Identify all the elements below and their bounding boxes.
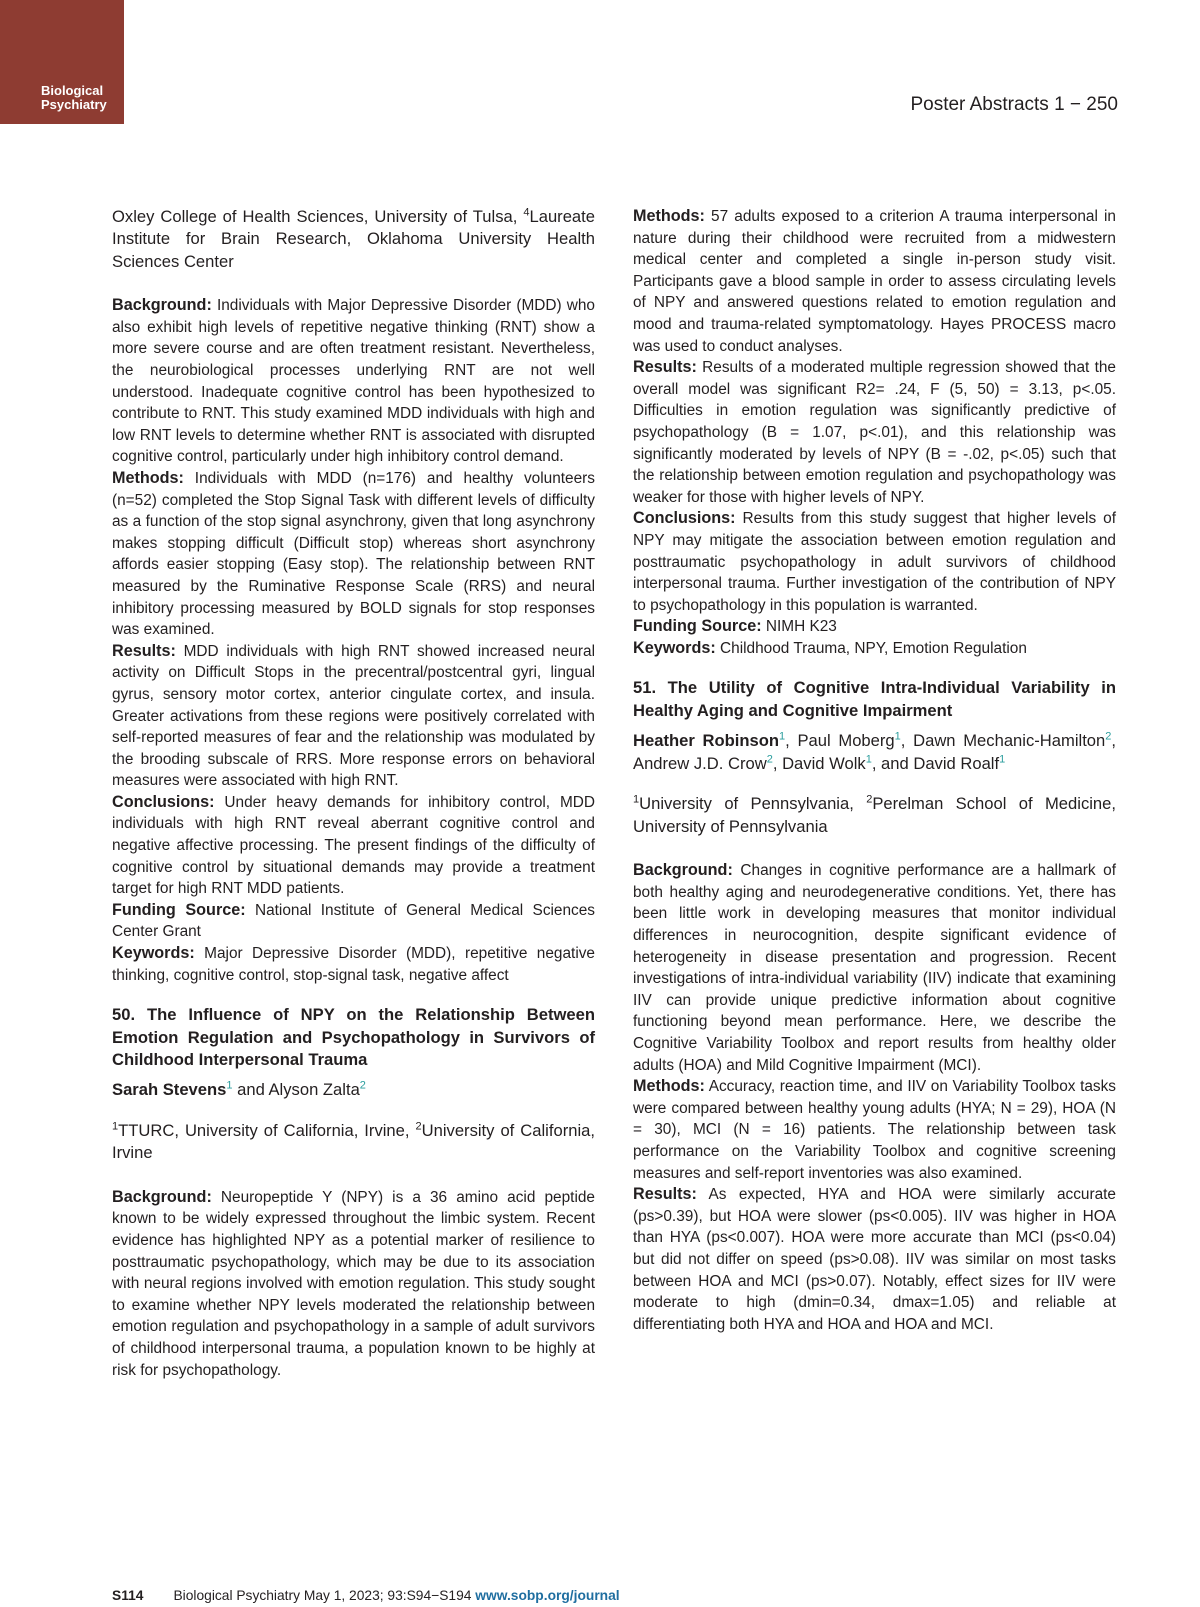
results-section: Results: MDD individuals with high RNT showed increased neural activity on Difficult Stops in the precentral/postcentral gyri, lingual gyrus, sensory motor cortex, anterior cingulate cortex, and insula. Greater activations from these regions were positively correlated with self-reported measures of fear and the relationship was modulated by the brooding subscale of RRS. More response errors on behavioral measures were associated with high RNT. — [112, 641, 595, 790]
methods-section: Methods: Individuals with MDD (n=176) and healthy volunteers (n=52) completed the Stop Signal Task with different levels of difficulty as a function of the stop signal asynchrony, given that long asynchrony makes stopping difficult (Difficult stop) whereas short asynchrony affords easier stopping (Easy stop). The relationship between RNT measured by the Ruminative Response Scale (RRS) and neural inhibitory processing measured by BOLD signals for stop responses was examined. — [112, 468, 595, 639]
background-section: Background: Individuals with Major Depressive Disorder (MDD) who also exhibit high levels of repetitive negative thinking (RNT) show a more severe course and are often treatment resistant. Nevertheless, the neurobiological processes underlying RNT are not well understood. Inadequate cognitive control has been hypothesized to contribute to RNT. This study examined MDD individuals with high and low RNT levels to determine whether RNT is associated with disrupted cognitive control, particularly under high inhibitory control demand. — [112, 296, 595, 466]
journal-url-link[interactable]: www.sobp.org/journal — [475, 1588, 620, 1603]
running-head: Poster Abstracts 1 − 250 — [910, 94, 1118, 115]
left-column — [112, 206, 595, 1381]
abstract-51-methods: Methods: Accuracy, reaction time, and IIV on Variability Toolbox tasks were compared between healthy young adults (HYA; N = 29), HOA (N = 30), MCI (N = 16) patients. The relationship between task performance on the Variability Toolbox and cognitive screening measures and self-report inventories was also examined. — [633, 1077, 1116, 1182]
journal-logo — [0, 0, 124, 124]
journal-logo-text: Biological Psychiatry — [41, 83, 107, 112]
right-column — [633, 206, 1116, 1335]
page-number: S114 — [112, 1588, 144, 1603]
abstract-50-methods: Methods: 57 adults exposed to a criterion A trauma interpersonal in nature during their childhood were recruited from a midwestern medical center and completed a single in-person study visit. Participants gave a blood sample in order to assess circulating levels of NPY and answered questions related to emotion regulation and mood and trauma-related symptomatology. Hayes PROCESS macro was used to conduct analyses. — [633, 207, 1116, 355]
abstract-50-affiliations: $^1$TTURC, University of California, Irvine, $^2$University of California, Irvine — [112, 1120, 595, 1163]
keywords-section: Keywords: Major Depressive Disorder (MDD), repetitive negative thinking, cognitive control, stop-signal task, negative affect — [112, 944, 595, 984]
abstract-50-funding: Funding Source: NIMH K23 — [633, 617, 837, 636]
citation: Biological Psychiatry May 1, 2023; 93:S94−S194 — [173, 1588, 476, 1603]
conclusions-section: Conclusions: Under heavy demands for inhibitory control, MDD individuals with high RNT reveal aberrant cognitive control and negative affective processing. The present findings of the difficulty of cognitive control by situational demands may provide a treatment target for high RNT MDD patients. — [112, 792, 595, 898]
funding-section: Funding Source: National Institute of General Medical Sciences Center Grant — [112, 900, 596, 941]
abstract-51-affiliations: $^1$University of Pennsylvania, $^2$Perelman School of Medicine, University of Pennsylvania — [633, 793, 1116, 836]
abstract-51-title: 51. The Utility of Cognitive Intra-Individual Variability in Healthy Aging and Cognitive Impairment — [633, 678, 1116, 720]
abstract-51-authors: Heather Robinson$^1$, Paul Moberg$^1$, Dawn Mechanic-Hamilton$^2$, Andrew J.D. Crow$^2$, David Wolk$^1$, and David Roalf$^1$ — [633, 730, 1117, 773]
abstract-51-background: Background: Changes in cognitive performance are a hallmark of both healthy aging and neurodegenerative conditions. Yet, there has been little work in developing measures that monitor individual differences in neurocognition, despite significant evidence of heterogeneity in disease presentation and progression. Recent investigations of intra-individual variability (IIV) indicate that examining IIV can provide unique predictive information about cognitive functioning beyond mean performance. Here, we describe the Cognitive Variability Toolbox and report results from healthy older adults (HOA) and Mild Cognitive Impairment (MCI). — [633, 861, 1116, 1074]
abstract-50-keywords: Keywords: Childhood Trauma, NPY, Emotion Regulation — [633, 638, 1027, 657]
abstract-50-conclusions: Conclusions: Results from this study suggest that higher levels of NPY may mitigate the association between emotion regulation and posttraumatic psychopathology in adult survivors of childhood interpersonal trauma. Further investigation of the contribution of NPY to psychopathology in this population is warranted. — [633, 509, 1116, 614]
abstract-50-background: Background: Neuropeptide Y (NPY) is a 36 amino acid peptide known to be widely expressed throughout the limbic system. Recent evidence has highlighted NPY as a potential marker of resilience to posttraumatic psychopathology, which may be due to its association with neural regions involved with emotion regulation. This study sought to examine whether NPY levels moderated the relationship between emotion regulation and psychopathology in a sample of adult survivors of childhood interpersonal trauma, a population known to be highly at risk for psychopathology. — [112, 1187, 595, 1379]
abstract-50-title: 50. The Influence of NPY on the Relationship Between Emotion Regulation and Psychopathology in Survivors of Childhood Interpersonal Trauma — [112, 1005, 595, 1070]
abstract-50-authors: Sarah Stevens$^1$ and Alyson Zalta$^2$ — [112, 1079, 366, 1100]
abstract-51-results: Results: As expected, HYA and HOA were similarly accurate (ps>0.39), but HOA were slower (ps<0.005). IIV was higher in HOA than HYA (ps<0.007). HOA were more accurate than MCI (ps<0.04) but did not differ on speed (ps>0.08). IIV was similar on most tasks between HOA and MCI (ps>0.07). Notably, effect sizes for IIV were moderate to high (dmin=0.34, dmax=1.05) and reliable at differentiating both HYA and HOA and HOA and MCI. — [633, 1185, 1116, 1333]
page-footer — [112, 1588, 620, 1603]
abstract-50-results: Results: Results of a moderated multiple regression showed that the overall model was significant R2= .24, F (5, 50) = 3.13, p<.05. Difficulties in emotion regulation was significantly predictive of psychopathology (B = 1.07, p<.01), and this relationship was significantly moderated by levels of NPY (B = -.02, p<.05) such that the relationship between emotion regulation and psychopathology was weaker for those with higher levels of NPY. — [633, 358, 1116, 506]
affiliation-continued: Oxley College of Health Sciences, University of Tulsa, $^4$Laureate Institute for Brain Research, Oklahoma University Health Sciences Center — [112, 206, 595, 271]
